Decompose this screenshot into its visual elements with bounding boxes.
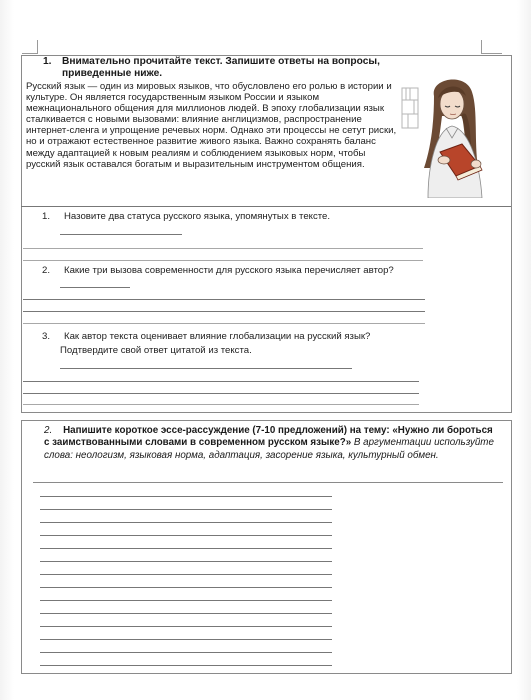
question-3-number: 3. — [42, 331, 51, 342]
essay-line[interactable] — [40, 548, 332, 549]
girl-reading-book-illustration — [400, 70, 506, 198]
essay-line[interactable] — [40, 574, 332, 575]
question-1-number: 1. — [42, 211, 51, 222]
corner-mark-left-h — [22, 53, 37, 54]
task1-heading-line1: Внимательно прочитайте текст. Запишите ответы на вопросы, — [62, 56, 380, 67]
essay-line[interactable] — [40, 522, 332, 523]
answer-line[interactable] — [23, 323, 425, 324]
essay-line[interactable] — [40, 535, 332, 536]
task2-prompt — [44, 425, 499, 462]
answer-line[interactable] — [60, 287, 130, 288]
essay-line[interactable] — [40, 496, 332, 497]
answer-line[interactable] — [23, 299, 425, 300]
task2-prompt-italic: В аргументации используйте слова: неологизм, языковая норма, адаптация, засорение языка, культурный обмен. — [44, 437, 494, 461]
essay-line[interactable] — [40, 639, 332, 640]
essay-line[interactable] — [40, 509, 332, 510]
essay-line[interactable] — [40, 587, 332, 588]
passage-divider — [21, 206, 511, 207]
essay-line[interactable] — [40, 600, 332, 601]
task1-heading-line2: приведенные ниже. — [62, 68, 163, 79]
question-2-text: Какие три вызова современности для русского языка перечисляет автор? — [64, 265, 394, 276]
task2-number: 2. — [44, 425, 53, 436]
answer-line[interactable] — [23, 248, 423, 249]
essay-line[interactable] — [40, 652, 332, 653]
corner-mark-right-h — [482, 53, 502, 54]
task2-prompt-bold: Напишите короткое эссе-рассуждение (7-10 предложений) на тему: «Нужно ли бороться с заимствованными словами в современном русском языке?» — [44, 425, 493, 449]
answer-line[interactable] — [23, 404, 419, 405]
answer-line[interactable] — [23, 311, 425, 312]
task1-passage: Русский язык — один из мировых языков, что обусловлено его ролью в истории и культуре. Он является государственным языком России и языком межнационального общения для миллионов людей. В эпоху глобализации язык сталкивается с новыми вызовами: влияние англицизмов, распространение интернет-сленга и упрощение речевых норм. Однако эти процессы не сетут риски, но и отражают естественное развитие живого языка. Важно сохранять баланс между адаптацией к новым реалиям и соблюдением языковых норм, чтобы русский язык оставался богатым и выразительным инструментом общения. — [26, 81, 397, 170]
answer-line[interactable] — [60, 368, 352, 369]
question-3-text-line1: Как автор текста оценивает влияние глобализации на русский язык? — [64, 331, 371, 342]
question-3-text-line2: Подтвердите свой ответ цитатой из текста. — [60, 345, 252, 356]
essay-line[interactable] — [40, 665, 332, 666]
essay-line[interactable] — [40, 626, 332, 627]
question-2-number: 2. — [42, 265, 51, 276]
answer-line[interactable] — [23, 260, 423, 261]
answer-line[interactable] — [23, 393, 419, 394]
answer-line[interactable] — [23, 381, 419, 382]
corner-mark-left — [37, 40, 38, 54]
essay-answer-area[interactable] — [33, 482, 503, 669]
essay-line[interactable] — [40, 561, 332, 562]
corner-mark-right — [481, 40, 482, 54]
question-1-text: Назовите два статуса русского языка, упомянутых в тексте. — [64, 211, 331, 222]
task1-number: 1. — [43, 56, 52, 67]
answer-line[interactable] — [60, 234, 182, 235]
essay-line[interactable] — [40, 613, 332, 614]
